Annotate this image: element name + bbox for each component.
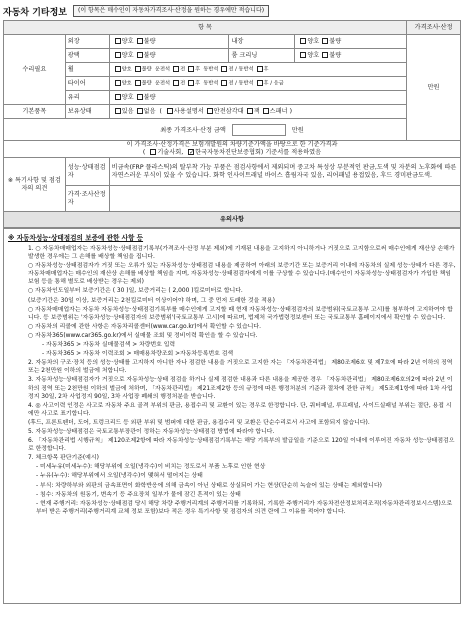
kadia-checkbox[interactable] [188,149,194,155]
wheel-driver-rear-checkbox[interactable] [188,66,194,72]
row-gloss-label: 광택 [65,49,109,63]
room-clean-options: 양호 불량 [295,49,407,63]
wheel-pass-rear-checkbox[interactable] [257,66,263,72]
other-info-table [3,20,461,228]
note-item: ○ 자동차성능·상태점검자가 거짓 또는 오류가 있는 자동차성능·상태점검 내용을 제공하여 아래의 보증기간 또는 보증거리 이내에 자동차의 실제 성능·상태가 다른 경우, 자동차매매업자는 매수인의 재산상 손해를 배상할 책임을 지며, 자동차성능·상태점검자에게 이를 구상할 수 있습니다.(매수인이 자동차성능·상태점검자가 가입한 책임보험 등을 통해 별도로 배상받는 경우는 제외) [28,263,456,286]
note-item: ○ 자동차의 리콜에 관한 사항은 자동차리콜센터(www.car.go.kr)에서 확인할 수 있습니다. [28,323,261,330]
note-item: - 자동차365 > 자동차 이력조회 > 매매용차량조회 >자동차등록번호 검색 [42,351,234,358]
basic-items-options: 있음 없음 ( 사용설명서 안전삼각대 잭 스패너 ) [109,105,407,119]
repair-label: 수리필요 [4,35,66,105]
col-item-header: 항 목 [4,21,407,35]
appraiser-label: 가격·조사산정자 [65,186,109,212]
row-room-clean-label: 룸 크리닝 [229,49,295,63]
wheel-driver-front-checkbox[interactable] [173,66,179,72]
tire-bad-checkbox[interactable] [135,80,141,86]
tire-pass-front-checkbox[interactable] [221,80,227,86]
basic-items-label: 기본품목 [4,105,66,119]
note-item: 7. 체크항목 판단기준(예시) [28,455,99,462]
wheel-good-checkbox[interactable] [115,66,121,72]
final-price-input[interactable] [232,124,286,136]
notes-title: 유의사항 [4,212,461,228]
exterior-bad-checkbox[interactable] [137,38,143,44]
tire-good-checkbox[interactable] [115,80,121,86]
final-price-row [4,119,461,141]
criteria-item: - 부식: 차량하부와 외판의 금속표면이 화학반응에 의해 금속이 아닌 상태로 상실되어 가는 현상(단순히 녹슬어 있는 상태는 제외합니다) [36,482,382,489]
basis-line1: 이 가격조사·산정가격은 보험개발원의 차량기준가액을 바탕으로 한 기준가격과 [126,141,338,148]
jack-checkbox[interactable] [247,108,253,114]
final-price-label: 최종 가격조사·산정 금액 [160,126,226,134]
note-item: (후드, 프론트펜더, 도어, 트렁크리드 등 외판 부위 및 범퍼에 대한 판금, 용접수리 및 교환은 단순수리로서 사고에 포함되지 않습니다). [28,419,370,426]
basis-statement [4,141,461,158]
interior-good-checkbox[interactable] [300,38,306,44]
notes-heading: ※ 자동차성능·상태점검의 보증에 관한 사항 등 [8,234,144,242]
note-item: - 자동차365 > 자동차 실매물검색 > 차량번호 입력 [42,342,176,349]
have-checkbox[interactable] [115,108,121,114]
gloss-options: 양호 불량 [109,49,229,63]
row-wheel-label: 휠 [65,63,109,77]
price-value: 만원 [407,35,461,141]
gloss-good-checkbox[interactable] [115,52,121,58]
section-note: (이 항목은 매수인이 자동차가격조사·산정을 원하는 경우에만 적습니다) [73,5,269,17]
glass-good-checkbox[interactable] [115,94,121,100]
exterior-options: 양호 불량 [109,35,229,49]
wheel-options: 양호 불량 운전석 전 후 동반석 전 / 동반석 후 [109,63,407,77]
note-item: (보증기간은 30일 이상, 보증거리는 2천킬로미터 이상이어야 하며, 그 중 먼저 도래한 것을 적용) [28,297,275,304]
row-interior-label: 내장 [229,35,295,49]
note-item: 3. 자동차성능·상태점검자가 거짓으로 자동차성능·상태 점검을 하거나 실제 점검한 내용과 다른 내용을 제공한 경우 「자동차관리법」 제80조제6호의2에 따라 2년 이하의 징역 또는 2천만원 이하의 벌금에 처하며, 「자동차관리법」 제21조제2항 등의 규정에 따른 행정처분의 기준과 절차에 관한 규칙」 제5조제1항에 따라 1차 사업정지 30일, 2차 사업정지 90일, 3차 사업장 폐쇄의 행정처분을 받습니다. [28,377,453,400]
row-glass-label: 유리 [65,91,109,105]
note-item: ○ 자동차매매업자는 자동차 자동차성능·상태점검기록부를 매수인에게 고지할 때 현재 자동차성능·상태점검자의 보증범위(국토교통부 고시)를 첨부하여 고지하여야 합니다. 등 보증범위는 '자동차성능·상태점검자의 보증범위'(국토교통부 고시)에 따르며, 법제처 국가법령정보센터 또는 국토교통부 홈페이지에서 확인할 수 있습니다. [28,306,453,321]
criteria-item: - 미세누유(미세누수): 해당부위에 오일(냉각수)이 비치는 정도로서 부품 노후로 인한 현상 [36,464,266,471]
room-good-checkbox[interactable] [300,52,306,58]
room-bad-checkbox[interactable] [322,52,328,58]
basis-line2: ( 기술사회, ✓한국자동차진단보증협회) 기준서를 적용하였음 [6,149,458,157]
note-item: 6. 「자동차관리법 시행규칙」 제120조제2항에 따라 자동차성능·상태점검기록부는 해당 기록부의 발급일을 기준으로 120일 이내에 이루어진 자동차 성능·상태점검으로 한정합니다. [28,438,455,453]
section-header [3,2,461,20]
appraiser-opinion[interactable] [109,186,460,212]
interior-options: 양호 불량 [295,35,407,49]
manual-checkbox[interactable] [167,108,173,114]
notes-list [8,245,456,516]
tech-society-checkbox[interactable] [150,149,156,155]
note-item: ○ 자동차인도일부터 보증기간은 ( 30 )일, 보증거리는 ( 2,000 )킬로미터로 합니다. [28,288,243,295]
interior-bad-checkbox[interactable] [322,38,328,44]
notes-section [3,228,461,604]
note-item: 4. ◎ 사고이력 인정은 사고로 자동차 주요 골격 부위의 판금, 용접수리 및 교환이 있는 경우로 한정합니다. 단, 쿼터패널, 루프패널, 사이드실패널 부위는 절단, 용접 시에만 사고로 표기합니다. [28,402,452,417]
wheel-bad-checkbox[interactable] [135,66,141,72]
tire-driver-front-checkbox[interactable] [173,80,179,86]
spanner-checkbox[interactable] [263,108,269,114]
performance-record-page [0,2,464,642]
exterior-good-checkbox[interactable] [115,38,121,44]
criteria-item: - 누유(누수): 해당부위에서 오일(냉각수)이 맺혀서 떨어지는 상태 [36,473,203,480]
note-item: 1. ○ 자동차매매업자는 자동차성능·상태점검기록부(가격조사·산정 부분 제외)에 기재된 내용을 고지하지 아니하거나 거짓으로 고지함으로써 매수인에게 재산상 손해가 발생한 경우에는 그 손해를 배상할 책임을 집니다. [28,246,455,261]
special-label: ※ 특기사항 및 점검자의 의견 [4,158,66,212]
inspector-opinion: 비금속(FRP 플라스틱)의 탈부착 가능 부품은 점검사항에서 제외되며 중고차 특성상 부분적인 판금,도색 및 자분의 노후화에 따른 자연스러운 부식이 있을 수 있습니다. 화학 인사이트래널 바이스 흡림자국 있음, 리어패널 용접있음, 후드 경미판금도색. [109,158,460,186]
final-price-unit: 만원 [291,126,304,134]
row-tire-label: 타이어 [65,77,109,91]
tire-options: 양호 불량 운전석 전 후 동반석 전 / 동반석 후 / 응급 [109,77,407,91]
criteria-item: - 현재 주행거리: 자동차성능·상태점검 당시 해당 차량 주행거리계의 주행거리를 기록하되, 기록한 주행거리가 자동차전산정보처리조직(자동차관리정보시스템)으로부터 받은 주행거리(주행거리계 교체 정보 포함)보다 적은 경우 특기사항 및 점검자의 의견 란에 그 이유를 적어야 합니다. [36,500,453,515]
hold-status-label: 보유상태 [65,105,109,119]
triangle-checkbox[interactable] [207,108,213,114]
section-title: 자동차 기타정보 [3,7,67,18]
tire-driver-rear-checkbox[interactable] [188,80,194,86]
gloss-bad-checkbox[interactable] [137,52,143,58]
note-item: 2. 자동차의 구조·장치 등의 성능·상태를 고지하지 아니한 자나 점검한 내용을 거짓으로 고지한 자는 「자동차관리법」 제80조제6호 및 제7호에 따라 2년 이하의 징역 또는 2천만원 이하의 벌금에 처합니다. [28,360,453,375]
glass-bad-checkbox[interactable] [137,94,143,100]
wheel-pass-front-checkbox[interactable] [221,66,227,72]
col-price-header: 가격조사·산정 [407,21,461,35]
glass-options: 양호 불량 [109,91,407,105]
none-checkbox[interactable] [137,108,143,114]
criteria-item: - 침수: 자동차의 원동기, 변속기 등 주요장치 일부가 물에 잠긴 흔적이 있는 상태 [36,491,241,498]
inspector-label: 성능·상태점검자 [65,158,109,186]
row-exterior-label: 외장 [65,35,109,49]
tire-pass-rear-checkbox[interactable] [257,80,263,86]
note-item: ○ 자동차365(www.car365.go.kr)에서 실매물 조회 및 정비이력 확인을 할 수 있습니다. [28,332,258,339]
note-item: 5. 자동차성능·상태점검은 국토교통부장관이 정하는 자동차성능·상태점검 방법에 따라야 합니다. [28,428,275,435]
